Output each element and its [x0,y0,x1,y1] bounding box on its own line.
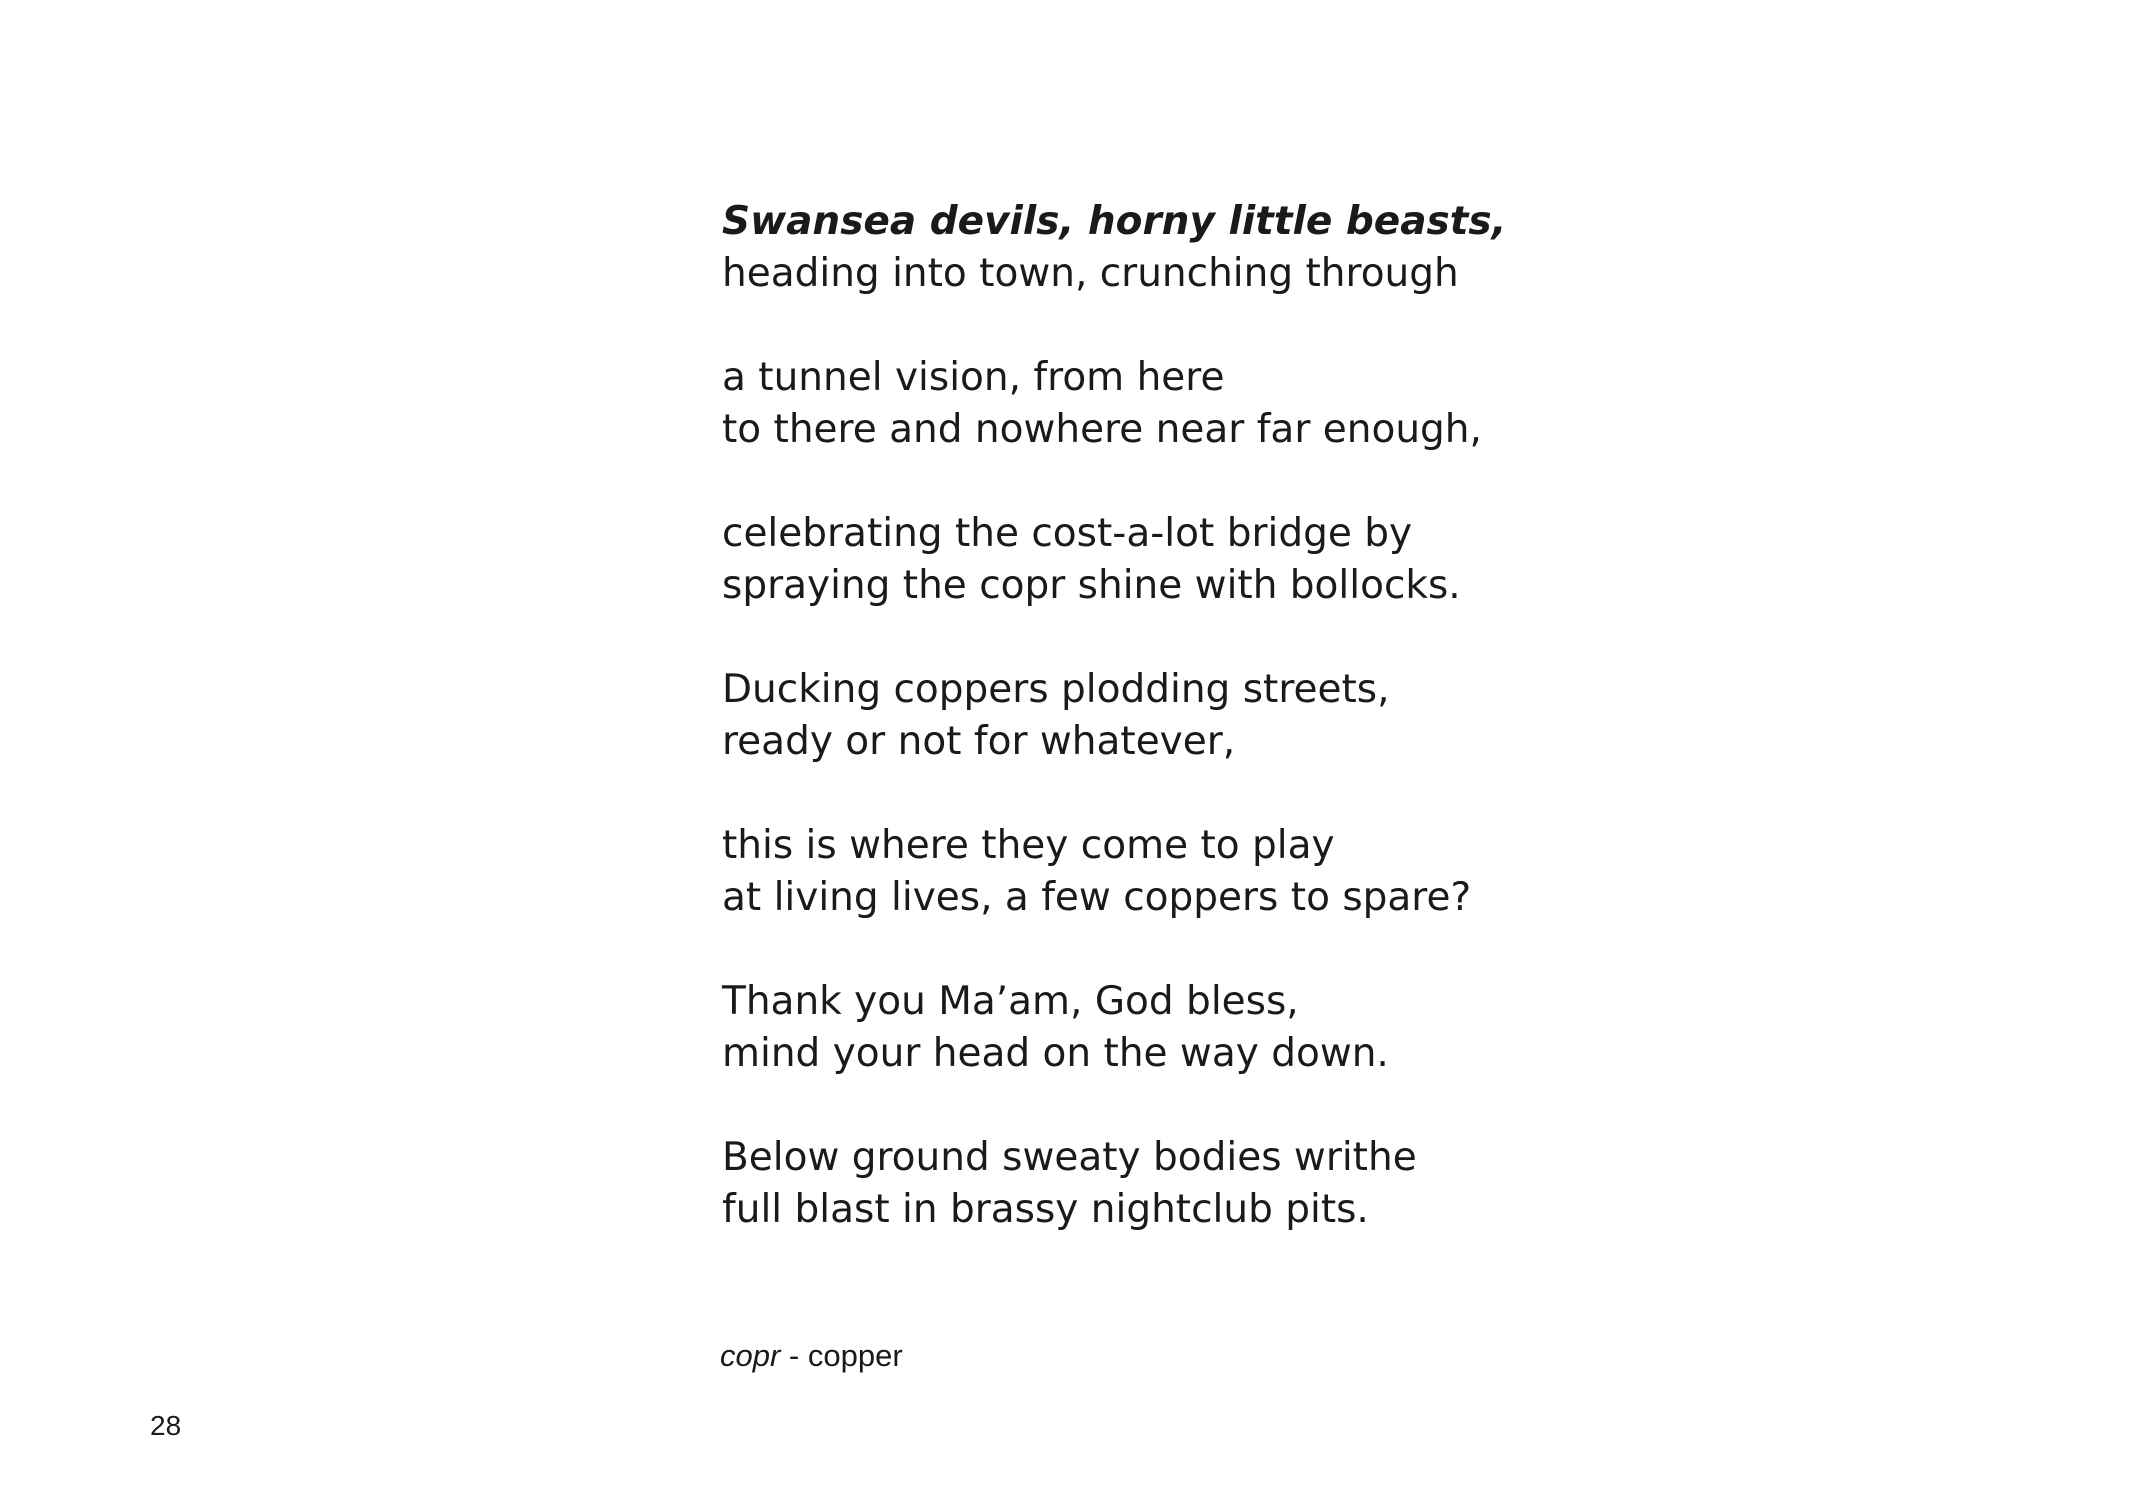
poem-line: Below ground sweaty bodies writhe [722,1135,1417,1180]
footnote-term: copr [720,1338,781,1373]
poem-line: ready or not for whatever, [722,719,1236,764]
footnote-definition: copper [807,1338,903,1373]
poem-title: Swansea devils, horny little beasts, [722,199,1507,244]
poem-line: this is where they come to play [722,823,1335,868]
poem-line: to there and nowhere near far enough, [722,407,1482,452]
stanza-2 [722,352,1722,456]
poem-line: celebrating the cost-a-lot bridge by [722,511,1413,556]
stanza-6 [722,976,1722,1080]
stanza-1 [722,196,1722,300]
stanza-3 [722,508,1722,612]
poem-line: at living lives, a few coppers to spare? [722,875,1472,920]
page-number: 28 [150,1410,182,1441]
poem-line: mind your head on the way down. [722,1031,1389,1076]
stanza-7 [722,1132,1722,1236]
stanza-5 [722,820,1722,924]
poem-line: full blast in brassy nightclub pits. [722,1187,1369,1232]
poem-line: heading into town, crunching through [722,251,1459,296]
footnote [720,1336,903,1376]
poem-line: a tunnel vision, from here [722,355,1225,400]
footnote-separator: - [780,1338,808,1373]
stanza-4 [722,664,1722,768]
poem-line: Ducking coppers plodding streets, [722,667,1390,712]
poem-line: spraying the copr shine with bollocks. [722,563,1461,608]
poem [722,196,1722,1288]
poem-line: Thank you Ma’am, God bless, [722,979,1299,1024]
